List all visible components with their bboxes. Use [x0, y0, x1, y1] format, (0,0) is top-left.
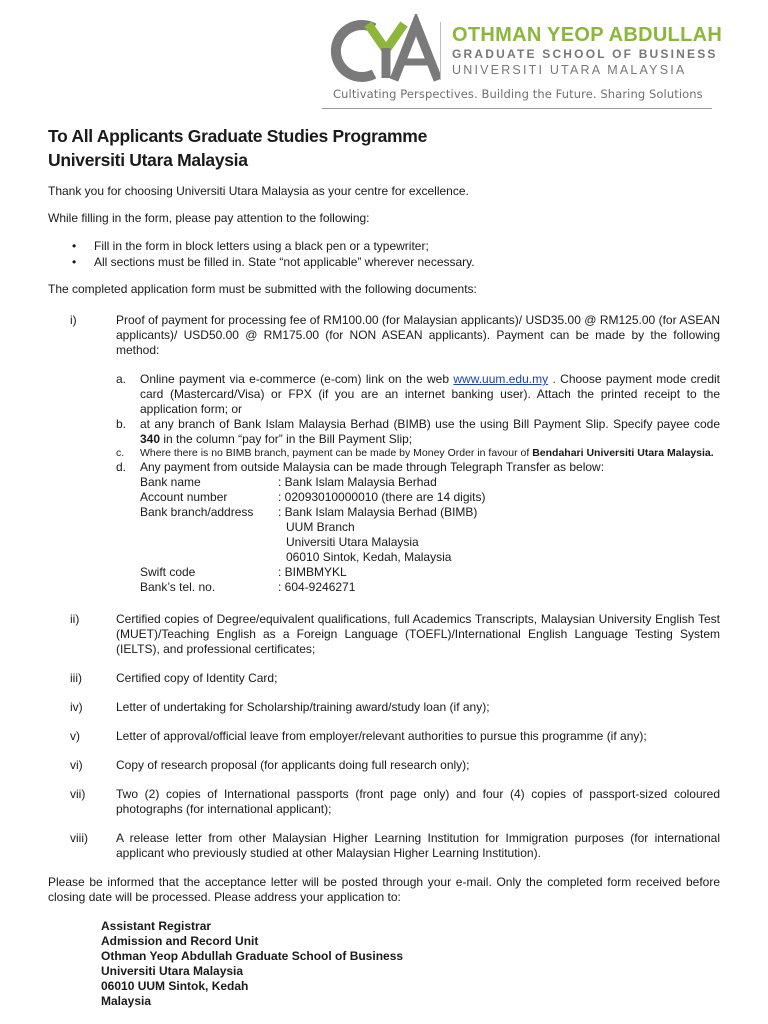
item-number: viii): [70, 831, 88, 845]
logo-university: UNIVERSITI UTARA MALAYSIA: [452, 63, 687, 77]
list-item: [48, 831, 720, 861]
item-text: Copy of research proposal (for applicants doing full research only);: [116, 758, 470, 772]
item-text: Letter of approval/official leave from employer/relevant authorities to pursue this programme (if any);: [116, 729, 647, 743]
list-item: [48, 700, 720, 715]
mailing-address: [101, 919, 720, 1009]
address-line: Malaysia: [101, 994, 152, 1008]
payment-method-bank-branch: b. at any branch of Bank Islam Malaysia Berhad (BIMB) use the using Bill Payment Slip. Specify payee code 340 in the column “pay for” in the Bill Payment Slip;: [116, 417, 720, 446]
bank-details: Bank name : Bank Islam Malaysia Berhad Account number : 02093010000010 (there are 14 digits) Bank branch/address : Bank Islam Malaysia Berhad (BIMB) UUM Branch Universiti Utara Malaysia 06010 Sintok, Kedah, Malaysia Swift code : BIMBMYKL Bank’s tel. no. : 604-9246271: [140, 475, 720, 595]
item-number: vii): [70, 787, 86, 801]
item-text: Proof of payment for processing fee of RM100.00 (for Malaysian applicants)/ USD35.00 @ RM125.00 (for ASEAN applicants)/ USD50.00 @ RM175.00 (for NON ASEAN applicants). Payment can be made by the following method: a. Online payment via e-commerce (e-com) link on the web www.uum.edu.my . Choose payment mode credit card (Mastercard/Visa) or FPX (if you are an internet banking user). Attach the printed receipt to the application form; or b. at any branch of Bank Islam Malaysia Berhad (BIMB) use the using Bill Payment Slip. Specify payee code 340 in the column “pay for” in the Bill Payment Slip; c. Where there is no BIMB branch, payment can be made by Money Order in favour of Bendahari Universiti Utara Malaysia. d. Any payment from outside Malaysia can be made through Telegraph Transfer as below: Bank name : Bank Islam Malaysia Berhad Account number : 02093010000010 (there are 14 digits) Bank branch/address : Bank Islam Malaysia Berhad (BIMB) UUM Branch Universiti Utara Malaysia 06010 Sintok, Kedah, Malaysia Swift code : BIMBMYKL Bank’s tel. no. : 604-9246271: [116, 313, 720, 594]
logo-wordmark: [452, 24, 722, 78]
documents-list: [48, 313, 720, 861]
attention-paragraph: While filling in the form, please pay attention to the following:: [48, 211, 370, 225]
item-text: Certified copies of Degree/equivalent qualifications, full Academics Transcripts, Malaysian University English Test (MUET)/Teaching English as a Foreign Language (TOEFL)/International English Language Testing System (IELTS), and professional certificates;: [116, 612, 720, 656]
item-text: A release letter from other Malaysian Higher Learning Institution for Immigration purposes (for international applicant who previously studied at other Malaysian Higher Learning Institution).: [116, 831, 720, 860]
uum-website-link[interactable]: www.uum.edu.my: [453, 372, 549, 386]
bank-row: Bank’s tel. no. : 604-9246271: [140, 580, 356, 594]
payment-method-telegraph: d. Any payment from outside Malaysia can be made through Telegraph Transfer as below: Bank name : Bank Islam Malaysia Berhad Account number : 02093010000010 (there are 14 digits) Bank branch/address : Bank Islam Malaysia Berhad (BIMB) UUM Branch Universiti Utara Malaysia 06010 Sintok, Kedah, Malaysia Swift code : BIMBMYKL Bank’s tel. no. : 604-9246271: [116, 460, 720, 595]
documents-intro: The completed application form must be submitted with the following documents:: [48, 282, 477, 296]
address-line: Othman Yeop Abdullah Graduate School of Business: [101, 949, 404, 963]
address-line: Universiti Utara Malaysia: [101, 964, 244, 978]
title-line-2: Universiti Utara Malaysia: [48, 150, 248, 170]
address-line: 06010 UUM Sintok, Kedah: [101, 979, 249, 993]
intro-paragraph: Thank you for choosing Universiti Utara Malaysia as your centre for excellence.: [48, 184, 469, 198]
bank-row: Swift code : BIMBMYKL: [140, 565, 347, 579]
list-item: [48, 671, 720, 686]
payee-name: Bendahari Universiti Utara Malaysia.: [532, 447, 714, 459]
logo-school-type: GRADUATE SCHOOL OF BUSINESS: [452, 47, 718, 61]
document-title: [48, 124, 720, 172]
letterhead: [0, 0, 768, 110]
item-number: ii): [70, 612, 80, 626]
item-number: iv): [70, 700, 83, 714]
bank-row: Bank branch/address : Bank Islam Malaysia Berhad (BIMB): [140, 505, 478, 519]
list-item: [48, 787, 720, 817]
address-line: Admission and Record Unit: [101, 934, 259, 948]
item-number: i): [70, 313, 77, 327]
payment-method-money-order: c. Where there is no BIMB branch, payment can be made by Money Order in favour of Bendahari Universiti Utara Malaysia.: [116, 447, 714, 459]
closing-paragraph: Please be informed that the acceptance letter will be posted through your e-mail. Only the completed form received before closing date will be processed. Please address your application to:: [48, 875, 720, 904]
header-rule: [322, 108, 712, 109]
payment-method-online: a. Online payment via e-commerce (e-com) link on the web www.uum.edu.my . Choose payment mode credit card (Mastercard/Visa) or FPX (if you are an internet banking user). Attach the printed receipt to the application form; or: [116, 372, 720, 416]
item-text: Certified copy of Identity Card;: [116, 671, 278, 685]
oya-logo-icon: [330, 14, 440, 88]
logo-divider: [440, 22, 441, 80]
item-number: iii): [70, 671, 82, 685]
list-item: [48, 758, 720, 773]
instruction-bullets: [72, 238, 720, 270]
item-text: Two (2) copies of International passports (front page only) and four (4) copies of passport-sized coloured photographs (for international applicant);: [116, 787, 720, 816]
list-item: • All sections must be filled in. State “not applicable” wherever necessary.: [72, 254, 720, 270]
logo-school-name: OTHMAN YEOP ABDULLAH: [452, 24, 723, 46]
title-line-1: To All Applicants Graduate Studies Programme: [48, 126, 428, 146]
item-number: v): [70, 729, 80, 743]
payment-methods: [116, 372, 720, 595]
document-body: [48, 124, 720, 1009]
list-item: [48, 313, 720, 595]
address-line: Assistant Registrar: [101, 919, 212, 933]
tagline: Cultivating Perspectives. Building the Future. Sharing Solutions: [333, 87, 703, 101]
item-number: vi): [70, 758, 83, 772]
list-item: [48, 612, 720, 657]
list-item: • Fill in the form in block letters using a black pen or a typewriter;: [72, 238, 720, 254]
item-text: Letter of undertaking for Scholarship/training award/study loan (if any);: [116, 700, 490, 714]
payee-code: 340: [140, 432, 161, 446]
bank-row: Account number : 02093010000010 (there are 14 digits): [140, 490, 486, 504]
list-item: [48, 729, 720, 744]
bank-row: Bank name : Bank Islam Malaysia Berhad: [140, 475, 437, 489]
